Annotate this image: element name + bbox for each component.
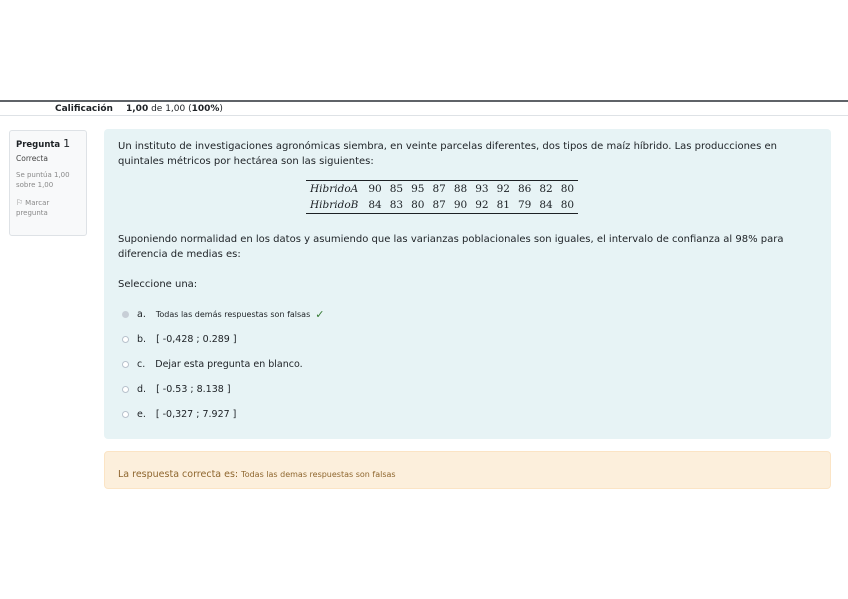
answer-text: Todas las demás respuestas son falsas <box>155 310 311 319</box>
flag-question-link[interactable]: ⚐ Marcar pregunta <box>16 198 50 217</box>
answer-option-e[interactable] <box>122 402 324 427</box>
question-info-panel <box>9 130 87 236</box>
answer-letter: e. <box>137 409 146 420</box>
table-cell: 92 <box>471 197 492 214</box>
question-number: Pregunta 1 <box>16 137 71 150</box>
table-cell: 90 <box>364 181 385 198</box>
grade-divider <box>0 115 848 116</box>
table-cell: 90 <box>450 197 471 214</box>
feedback-value: Todas las demas respuestas son falsas <box>241 470 396 479</box>
answer-letter: c. <box>137 359 146 370</box>
flag-icon: ⚐ <box>16 198 24 207</box>
question-text: Un instituto de investigaciones agronómicas siembra, en veinte parcelas diferentes, dos tipos de maíz híbrido. Las producciones en quintales métricos por hectárea son las siguientes: <box>118 141 777 167</box>
table-cell: 86 <box>514 181 535 198</box>
question-text-2: Suponiendo normalidad en los datos y asumiendo que las varianzas poblacionales son iguales, el intervalo de confianza al 98% para diferencia de medias es: <box>118 234 784 260</box>
answer-option-c[interactable] <box>122 352 324 377</box>
table-cell: 92 <box>493 181 514 198</box>
answer-radio[interactable] <box>122 336 129 343</box>
answer-letter: d. <box>137 384 147 395</box>
table-cell: 84 <box>364 197 385 214</box>
table-cell: 80 <box>407 197 428 214</box>
table-cell: 81 <box>493 197 514 214</box>
grade-value: 1,00 de 1,00 (100%) <box>126 104 223 114</box>
table-cell: 80 <box>557 181 578 198</box>
table-cell: 79 <box>514 197 535 214</box>
table-cell: 95 <box>407 181 428 198</box>
table-cell: 82 <box>535 181 556 198</box>
answer-text: [ -0,428 ; 0.289 ] <box>156 334 237 345</box>
select-prompt: Seleccione una: <box>118 279 198 290</box>
table-row-label: HibridoA <box>306 181 364 198</box>
table-cell: 87 <box>429 181 450 198</box>
question-formulation <box>104 129 831 439</box>
answer-radio[interactable] <box>122 411 129 418</box>
answer-radio[interactable] <box>122 361 129 368</box>
answer-text: [ -0,327 ; 7.927 ] <box>155 409 237 420</box>
check-icon: ✓ <box>315 308 325 321</box>
table-cell: 87 <box>429 197 450 214</box>
answer-option-b[interactable] <box>122 327 324 352</box>
table-cell: 83 <box>386 197 407 214</box>
table-cell: 93 <box>471 181 492 198</box>
answer-list <box>122 302 324 427</box>
answer-option-a[interactable] <box>122 302 324 327</box>
table-cell: 84 <box>535 197 556 214</box>
table-row <box>306 197 578 214</box>
table-cell: 85 <box>386 181 407 198</box>
question-state: Correcta <box>16 154 48 163</box>
answer-option-d[interactable] <box>122 377 324 402</box>
answer-text: Dejar esta pregunta en blanco. <box>155 359 303 370</box>
table-row <box>306 181 578 198</box>
answer-radio[interactable] <box>122 311 129 318</box>
answer-letter: b. <box>137 334 147 345</box>
question-grade: Se puntúa 1,00 sobre 1,00 <box>16 171 70 189</box>
feedback-label: La respuesta correcta es: <box>118 469 242 480</box>
table-cell: 80 <box>557 197 578 214</box>
table-cell: 88 <box>450 181 471 198</box>
answer-text: [ -0.53 ; 8.138 ] <box>156 384 231 395</box>
table-row-label: HibridoB <box>306 197 364 214</box>
grade-label: Calificación <box>55 104 113 114</box>
answer-radio[interactable] <box>122 386 129 393</box>
data-table <box>306 180 578 214</box>
right-answer-feedback <box>104 451 831 489</box>
answer-letter: a. <box>137 309 146 320</box>
